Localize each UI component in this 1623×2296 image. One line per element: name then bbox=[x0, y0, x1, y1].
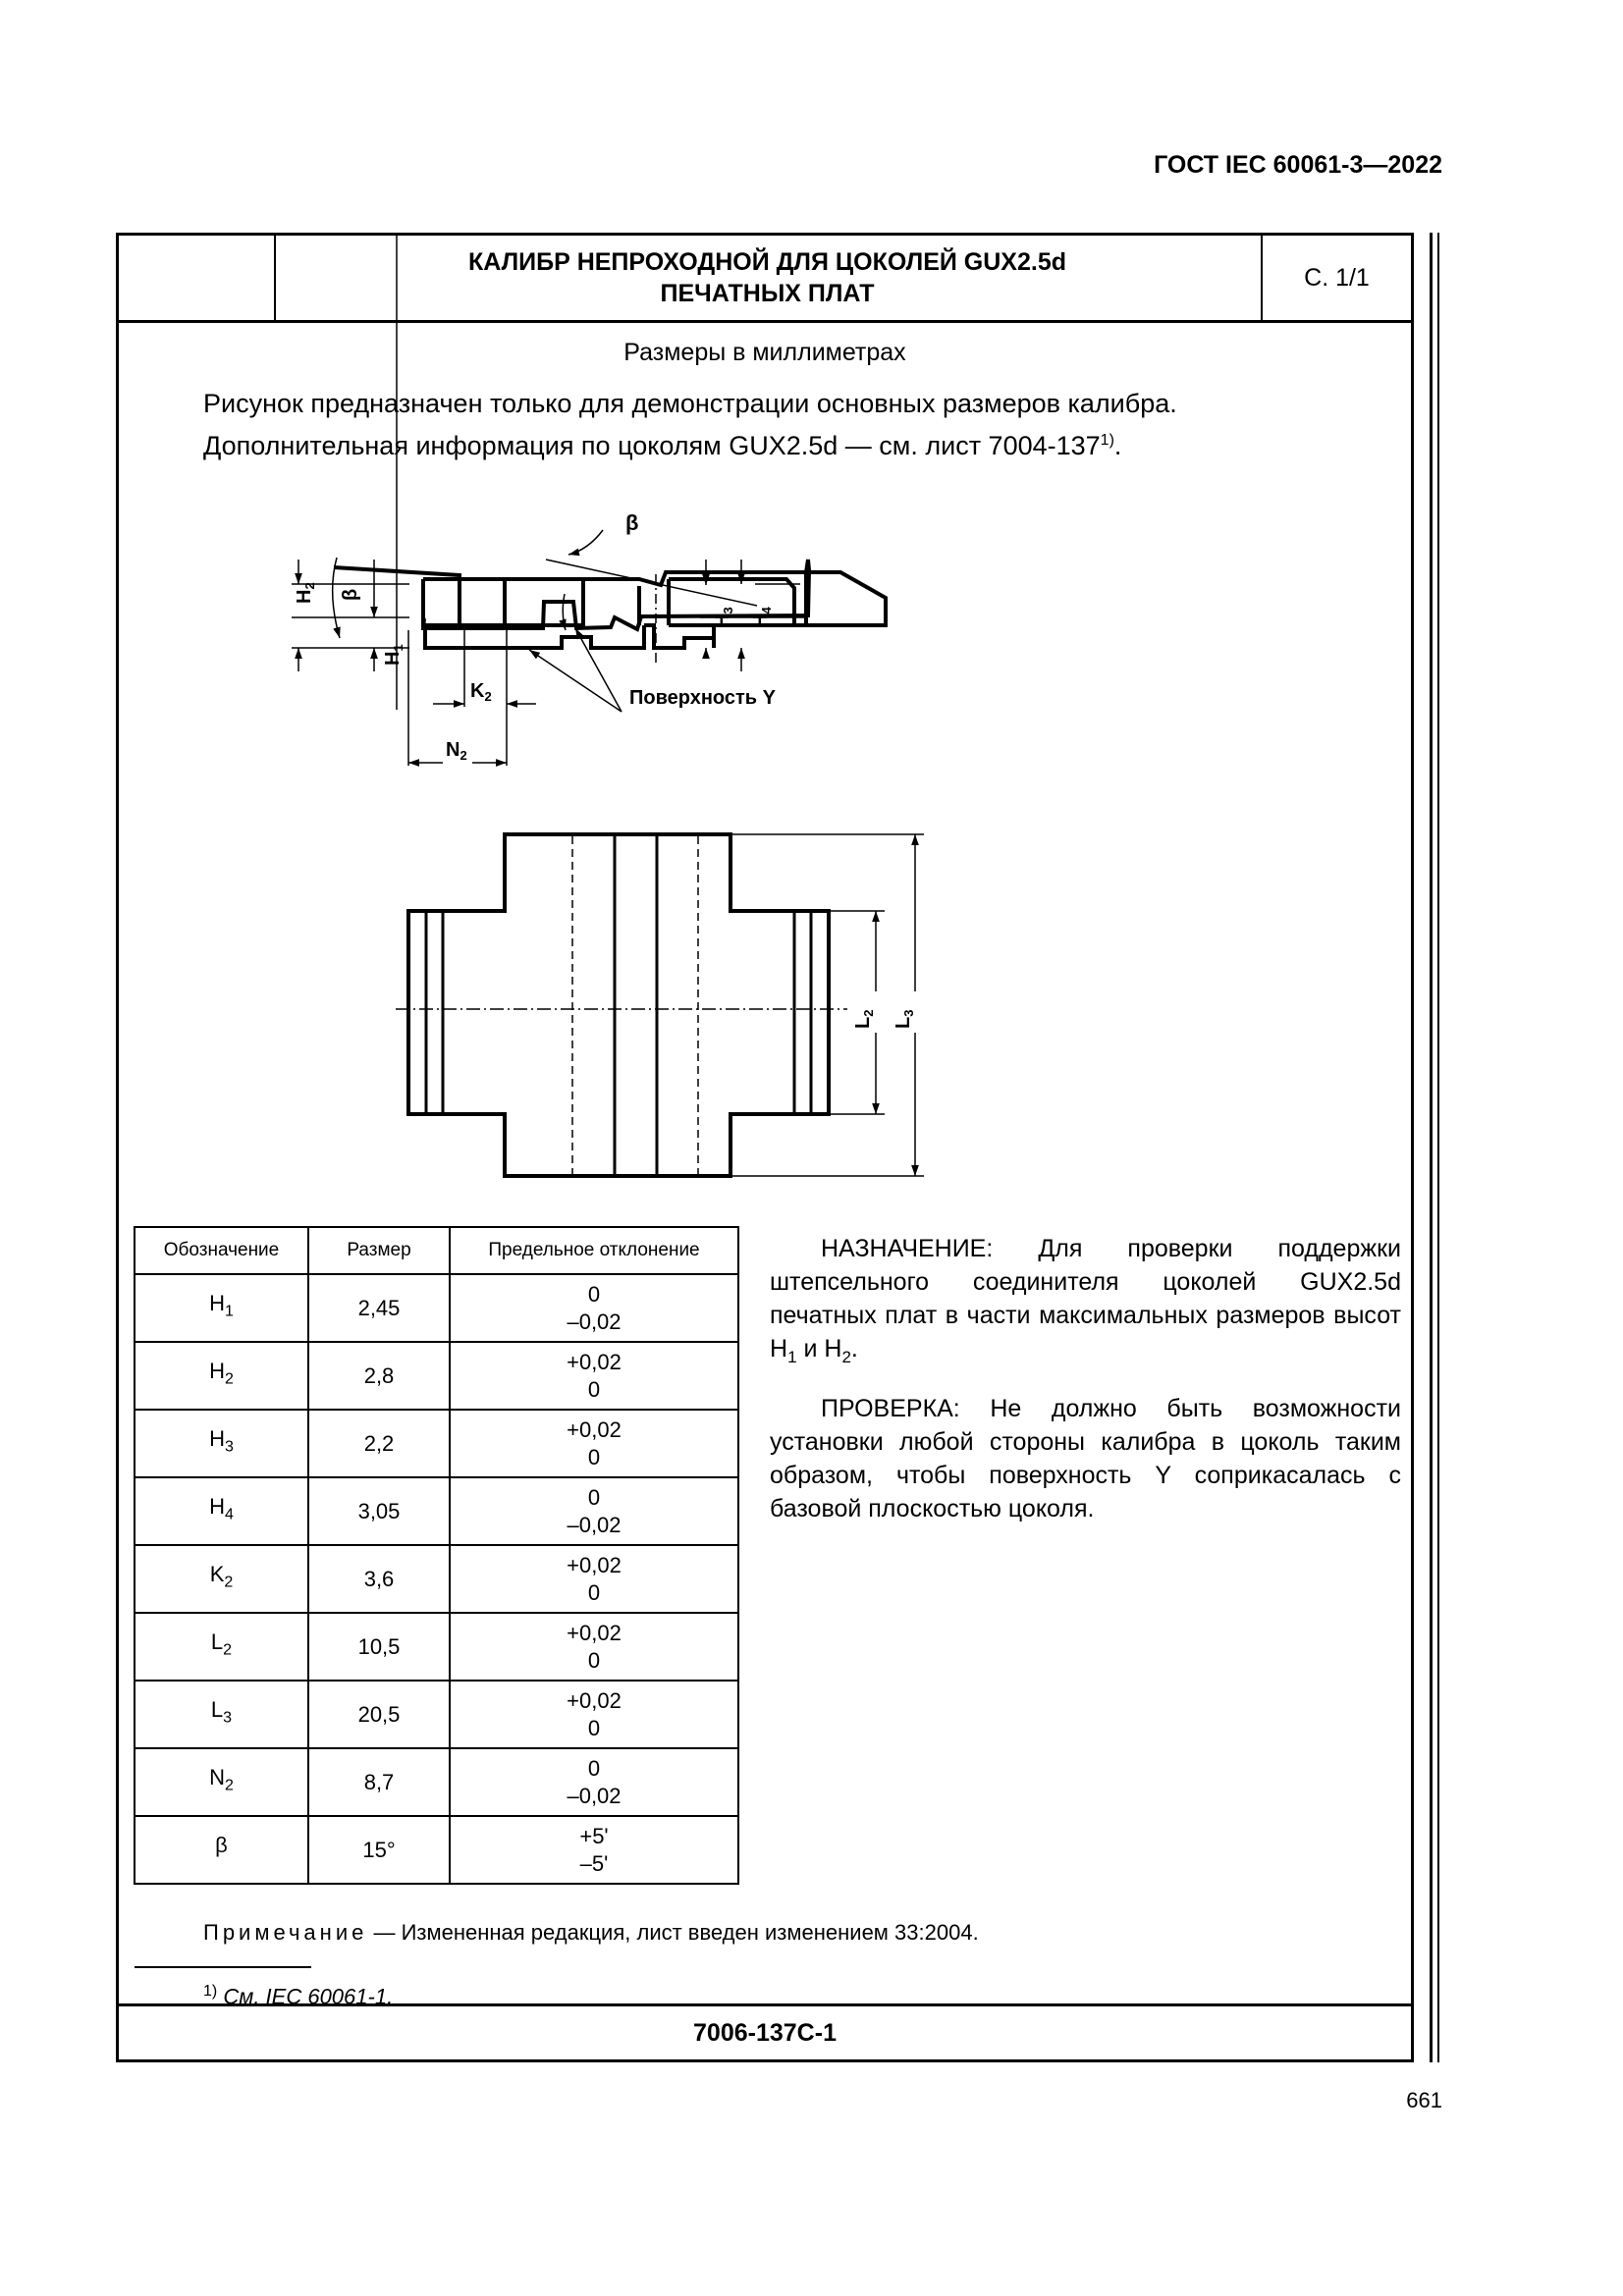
designation-index: 2 bbox=[224, 1777, 234, 1794]
designation-cell bbox=[135, 1681, 308, 1748]
designation-index: 2 bbox=[223, 1641, 233, 1659]
designation-cell bbox=[135, 1613, 308, 1681]
designation-cell bbox=[135, 1748, 308, 1816]
label-L3: $L_3$ bbox=[893, 1009, 916, 1029]
designation-symbol: L bbox=[210, 1629, 224, 1655]
frame-double-line bbox=[1430, 233, 1433, 2062]
table-row bbox=[135, 1342, 738, 1410]
label-N2: $N_2$ bbox=[446, 739, 467, 763]
deviation-cell bbox=[450, 1748, 738, 1816]
purpose-section bbox=[770, 1232, 1401, 1543]
note bbox=[203, 1920, 979, 1946]
deviation-cell bbox=[450, 1410, 738, 1477]
deviation-upper: +0,02 bbox=[567, 1620, 622, 1645]
standard-designation: ГОСТ IEC 60061-3—2022 bbox=[1154, 151, 1442, 179]
deviation-lower: 0 bbox=[587, 1715, 601, 1740]
deviation-cell bbox=[450, 1681, 738, 1748]
label-H3: $H_3$ bbox=[712, 607, 735, 628]
purpose-text: и H bbox=[796, 1335, 842, 1362]
side-dimensions bbox=[292, 236, 806, 766]
purpose-text: НАЗНАЧЕНИЕ: Для проверки поддержки штепсельного соединителя цоколей GUX2.5d печатных плат в части максимальных размеров высот H bbox=[770, 1235, 1401, 1362]
check-paragraph: ПРОВЕРКА: Не должно быть возможности установки любой стороны калибра в цоколь таким образом, чтобы поверхность Y соприкасалась с базовой плоскостью цоколя. bbox=[770, 1395, 1401, 1522]
deviation-lower: –0,02 bbox=[567, 1512, 622, 1537]
title-line-1: КАЛИБР НЕПРОХОДНОЙ ДЛЯ ЦОКОЛЕЙ GUX2.5d bbox=[467, 248, 1066, 276]
label-H2: $H_2$ bbox=[294, 582, 317, 604]
table-row bbox=[135, 1816, 738, 1884]
designation-symbol: L bbox=[210, 1697, 224, 1723]
surface-y-leader bbox=[575, 628, 622, 712]
table-row bbox=[135, 1477, 738, 1545]
table-row bbox=[135, 1613, 738, 1681]
designation-symbol: H bbox=[209, 1291, 225, 1316]
deviation-lower: –0,02 bbox=[567, 1308, 622, 1334]
label-H1: $H_1$ bbox=[382, 644, 406, 666]
purpose-text: . bbox=[850, 1335, 858, 1362]
technical-drawing bbox=[119, 236, 1411, 1217]
label-H4: $H_4$ bbox=[750, 607, 774, 628]
dimensions-table bbox=[134, 1226, 739, 1885]
table-header-row bbox=[135, 1227, 738, 1274]
designation-index: 2 bbox=[224, 1370, 234, 1388]
sheet-footer-code: 7006-137C-1 bbox=[119, 2003, 1411, 2059]
size-cell: 15° bbox=[308, 1816, 450, 1884]
table-row bbox=[135, 1681, 738, 1748]
deviation-upper: +0,02 bbox=[567, 1349, 622, 1374]
size-cell: 2,2 bbox=[308, 1410, 450, 1477]
deviation-cell bbox=[450, 1342, 738, 1410]
deviation-upper: +0,02 bbox=[567, 1552, 622, 1577]
size-cell: 8,7 bbox=[308, 1748, 450, 1816]
gauge-top-outline bbox=[408, 834, 829, 1176]
designation-symbol: K bbox=[209, 1562, 225, 1587]
purpose-sub: 2 bbox=[841, 1348, 851, 1366]
sheet-frame bbox=[116, 233, 1414, 2062]
table-row bbox=[135, 1545, 738, 1613]
deviation-cell bbox=[450, 1274, 738, 1342]
footnote-separator bbox=[135, 1966, 311, 1968]
deviation-upper: 0 bbox=[587, 1755, 601, 1781]
deviation-upper: +0,02 bbox=[567, 1687, 622, 1713]
designation-index: 1 bbox=[224, 1303, 234, 1320]
deviation-cell bbox=[450, 1816, 738, 1884]
designation-index: 3 bbox=[223, 1709, 233, 1727]
page-number: 661 bbox=[1406, 2088, 1442, 2112]
deviation-lower: –0,02 bbox=[567, 1783, 622, 1808]
label-K2: $K_2$ bbox=[470, 680, 492, 704]
label-beta-top: β bbox=[625, 510, 639, 535]
table-row bbox=[135, 1748, 738, 1816]
label-L2: $L_2$ bbox=[852, 1009, 876, 1029]
deviation-lower: 0 bbox=[587, 1579, 601, 1605]
intro-line-2: Дополнительная информация по цоколям GUX2.5d — см. лист 7004-137$^{1)}$. bbox=[203, 431, 1122, 460]
designation-cell bbox=[135, 1816, 308, 1884]
gauge-side-outline bbox=[334, 560, 809, 629]
size-cell: 3,05 bbox=[308, 1477, 450, 1545]
designation-symbol: β bbox=[215, 1833, 228, 1858]
deviation-cell bbox=[450, 1477, 738, 1545]
surface-y-leader bbox=[529, 650, 622, 712]
deviation-cell bbox=[450, 1613, 738, 1681]
designation-symbol: H bbox=[209, 1426, 225, 1452]
size-cell: 2,45 bbox=[308, 1274, 450, 1342]
table-row bbox=[135, 1274, 738, 1342]
top-view bbox=[396, 834, 847, 1176]
footnote-ref: 1) bbox=[1100, 432, 1114, 449]
deviation-upper: +0,02 bbox=[567, 1416, 622, 1442]
gauge-side-body bbox=[423, 579, 794, 648]
deviation-lower: 0 bbox=[587, 1647, 601, 1673]
designation-symbol: H bbox=[209, 1359, 225, 1384]
size-cell: 2,8 bbox=[308, 1342, 450, 1410]
deviation-lower: 0 bbox=[587, 1444, 601, 1469]
col-header-size: Размер bbox=[308, 1227, 450, 1274]
deviation-cell bbox=[450, 1545, 738, 1613]
designation-index: 2 bbox=[224, 1574, 234, 1591]
footnote-mark: 1) bbox=[203, 1983, 218, 2000]
beta-arc bbox=[568, 530, 603, 555]
title-line-2: ПЕЧАТНЫХ ПЛАТ bbox=[660, 280, 875, 307]
designation-index: 4 bbox=[224, 1506, 234, 1523]
deviation-upper: +5' bbox=[579, 1823, 609, 1848]
size-cell: 20,5 bbox=[308, 1681, 450, 1748]
designation-cell bbox=[135, 1410, 308, 1477]
deviation-lower: –5' bbox=[579, 1850, 609, 1876]
designation-symbol: N bbox=[209, 1765, 225, 1790]
frame-double-line bbox=[1437, 233, 1439, 2062]
note-text: — Измененная редакция, лист введен изменением 33:2004. bbox=[367, 1920, 979, 1945]
designation-symbol: H bbox=[209, 1494, 225, 1520]
size-cell: 3,6 bbox=[308, 1545, 450, 1613]
designation-cell bbox=[135, 1477, 308, 1545]
size-cell: 10,5 bbox=[308, 1613, 450, 1681]
purpose-paragraph bbox=[770, 1232, 1401, 1374]
deviation-lower: 0 bbox=[587, 1376, 601, 1402]
note-label: Примечание bbox=[203, 1920, 368, 1945]
label-surface-y: Поверхность Y bbox=[629, 687, 776, 709]
designation-cell bbox=[135, 1545, 308, 1613]
deviation-upper: 0 bbox=[587, 1281, 601, 1307]
purpose-sub: 1 bbox=[787, 1348, 797, 1366]
intro-line-1: Рисунок предназначен только для демонстрации основных размеров калибра. bbox=[203, 389, 1177, 418]
table-row bbox=[135, 1410, 738, 1477]
label-beta-left: β bbox=[340, 588, 361, 601]
beta-dim bbox=[546, 560, 757, 606]
designation-cell bbox=[135, 1342, 308, 1410]
col-header-designation: Обозначение bbox=[135, 1227, 308, 1274]
col-header-deviation: Предельное отклонение bbox=[450, 1227, 738, 1274]
designation-index: 3 bbox=[224, 1438, 234, 1456]
side-view bbox=[334, 560, 886, 665]
sheet-page-cell: С. 1/1 bbox=[1304, 263, 1370, 292]
dimensions-note: Размеры в миллиметрах bbox=[623, 339, 906, 366]
footnote-text: См. IEC 60061-1. bbox=[217, 1984, 394, 2009]
designation-cell bbox=[135, 1274, 308, 1342]
deviation-upper: 0 bbox=[587, 1484, 601, 1510]
intro-line-2-text: Дополнительная информация по цоколям GUX2.5d — см. лист 7004-137 bbox=[203, 431, 1101, 460]
